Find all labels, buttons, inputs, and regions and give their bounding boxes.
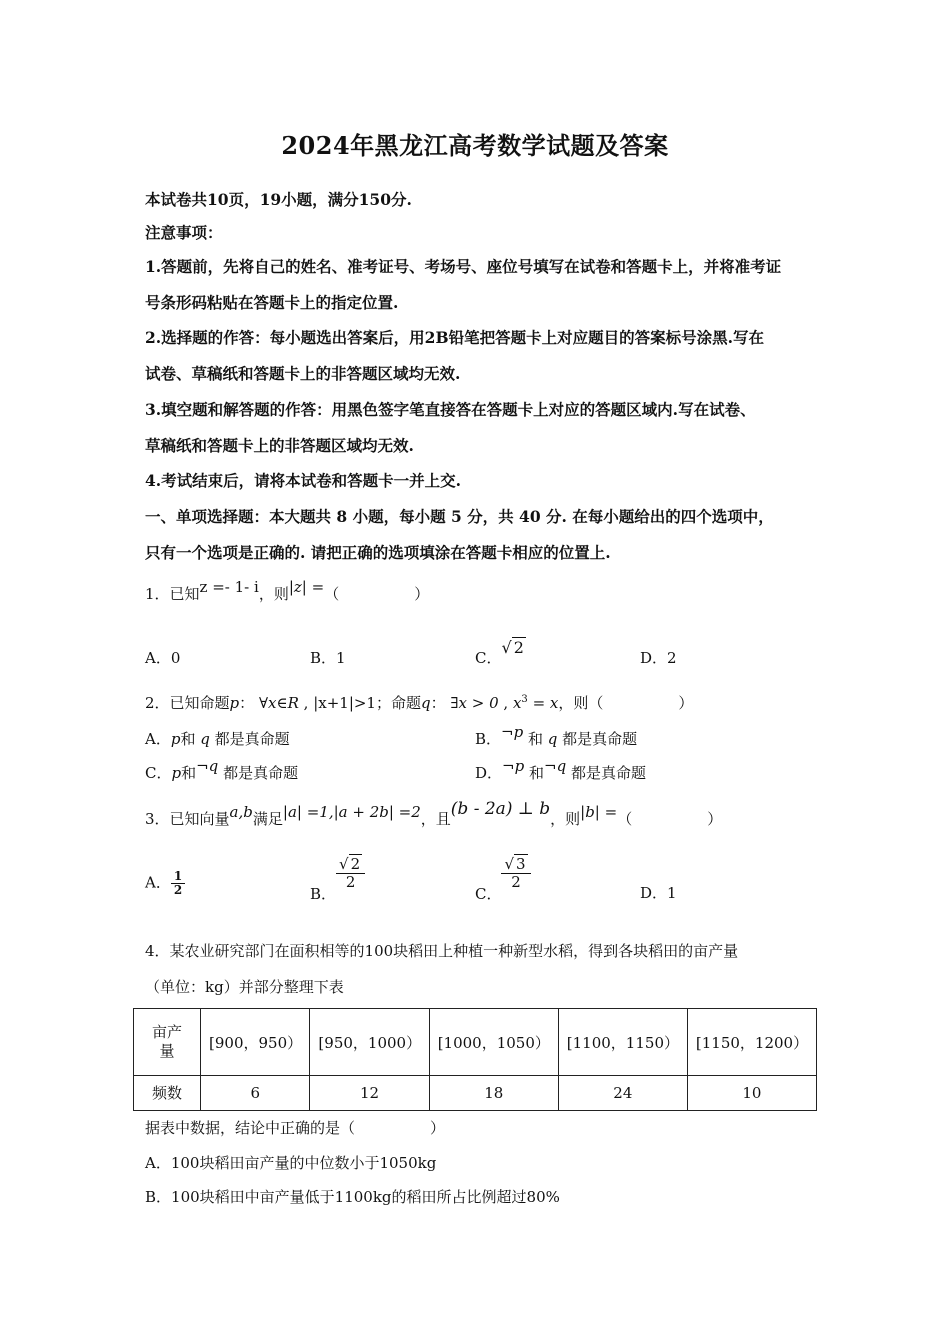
notice-line-4: 试卷、草稿纸和答题卡上的非答题区域均无效.	[145, 364, 461, 383]
q1-ask: |z| =	[288, 578, 325, 596]
q3-c-label: C．	[475, 885, 502, 903]
q2-b-2: 和	[527, 730, 543, 748]
q2-b-4: 都是真命题	[562, 730, 638, 748]
question-4-line-1: 4．某农业研究部门在面积相等的100块稻田上种植一种新型水稻，得到各块稻田的亩产量	[145, 942, 739, 960]
table-cell: 24	[558, 1076, 687, 1111]
q2-a-4: 都是真命题	[214, 730, 290, 748]
sqrt-symbol: √ 3	[504, 855, 526, 873]
table-row	[134, 1076, 817, 1111]
table-cell: 12	[310, 1076, 429, 1111]
question-4-prompt: 据表中数据，结论中正确的是（ ）	[145, 1119, 446, 1137]
q2-option-a	[145, 728, 290, 749]
q3-and: ，且	[420, 810, 451, 828]
q1-prefix: 1．已知	[145, 585, 200, 603]
question-1	[145, 578, 430, 604]
question-4-line-2: （单位：kg）并部分整理下表	[145, 978, 344, 996]
q3-prefix: 3．已知向量	[145, 810, 230, 828]
notice-line-5: 3.填空题和解答题的作答：用黑色签字笔直接答在答题卡上对应的答题区域内.写在试卷、	[145, 400, 756, 419]
intro-line: 本试卷共10页，19小题，满分150分.	[145, 190, 412, 209]
q2-exists: ∃x > 0	[450, 694, 499, 712]
q3-c-denominator: 2	[511, 872, 521, 891]
notice-heading: 注意事项：	[145, 223, 223, 242]
q3-a-label: A．	[145, 873, 171, 892]
q2-a-3: q	[200, 730, 210, 748]
q3-option-c	[475, 855, 531, 903]
q2-d-label: D．	[475, 764, 503, 782]
q2-d-1: ¬p	[502, 757, 525, 775]
q2-c-label: C．	[145, 764, 172, 782]
notice-line-6: 草稿纸和答题卡上的非答题区域均无效.	[145, 436, 414, 455]
table-cell: 6	[201, 1076, 310, 1111]
sqrt-symbol: √ 2	[501, 638, 524, 657]
q2-cond2-base: x	[512, 694, 522, 712]
q2-d-4: 都是真命题	[570, 764, 646, 782]
q2-c-4: 都是真命题	[223, 764, 299, 782]
q1-option-b: B．1	[310, 649, 346, 667]
q2-tail: ，则（ ）	[558, 694, 694, 712]
q3-b-radicand: 2	[350, 855, 361, 873]
q2-colon: ：	[239, 694, 255, 712]
q1-option-c	[475, 638, 526, 668]
q3-b-denominator: 2	[345, 872, 356, 891]
q2-forall: ∀x∈R	[258, 694, 299, 712]
table-cell: 10	[687, 1076, 816, 1111]
q2-c-2: 和	[181, 764, 197, 782]
table-cell: [950，1000）	[310, 1009, 429, 1076]
q3-b-label: B．	[310, 885, 337, 903]
q2-option-c	[145, 757, 299, 783]
q3-a-fraction	[171, 870, 185, 897]
q2-option-b	[475, 723, 638, 749]
q1-option-a: A．0	[145, 649, 181, 667]
q2-d-3: ¬q	[544, 757, 567, 775]
table-cell: [1100，1150）	[558, 1009, 687, 1076]
q3-then: ，则	[550, 810, 581, 828]
q2-q: q	[421, 694, 431, 712]
section1-line-2: 只有一个选项是正确的. 请把正确的选项填涂在答题卡相应的位置上.	[145, 543, 611, 562]
notice-line-3: 2.选择题的作答：每小题选出答案后，用2B铅笔把答题卡上对应题目的答案标号涂黑.写在	[145, 328, 764, 347]
notice-line-1: 1.答题前，先将自己的姓名、准考证号、考场号、座位号填写在试卷和答题卡上，并将准考证	[145, 257, 782, 276]
q3-c-fraction	[501, 856, 530, 890]
q1-expression: z =- 1- i	[199, 578, 259, 596]
q2-prefix: 2．已知命题	[145, 694, 230, 712]
q3-condition: |a| =1,|a + 2b| =2	[282, 803, 421, 821]
q2-option-d	[475, 757, 646, 783]
q4-option-b: B．100块稻田中亩产量低于1100kg的稻田所占比例超过80%	[145, 1188, 560, 1206]
q2-b-label: B．	[475, 730, 502, 748]
q1-mid: ，则	[258, 585, 289, 603]
q2-b-1: ¬p	[501, 723, 524, 741]
q3-satisfy: 满足	[252, 810, 283, 828]
table-cell: [1150，1200）	[687, 1009, 816, 1076]
q1-paren: （ ）	[324, 585, 430, 603]
q2-semi: ；命题	[375, 694, 421, 712]
q2-cond1: |x+1|>1	[313, 694, 376, 712]
q2-a-1: p	[170, 730, 181, 748]
table-header-yield: 亩产 量	[134, 1009, 201, 1076]
table-row	[134, 1009, 817, 1076]
q2-b-3: q	[547, 730, 558, 748]
page-title: 2024年黑龙江高考数学试题及答案	[281, 131, 669, 160]
q2-p: p	[229, 694, 240, 712]
q2-c-3: ¬q	[196, 757, 219, 775]
q3-c-radicand: 3	[516, 855, 526, 873]
q1-option-d: D．2	[640, 649, 677, 667]
q3-option-b	[310, 855, 365, 903]
q3-paren: （ ）	[617, 810, 723, 828]
q3-b-numerator	[336, 856, 365, 874]
q2-c-1: p	[171, 764, 182, 782]
notice-line-2: 号条形码粘贴在答题卡上的指定位置.	[145, 293, 399, 312]
table-cell: [900，950）	[201, 1009, 310, 1076]
sqrt-symbol: √ 2	[339, 855, 361, 873]
q2-cond2-rest: = x	[527, 694, 559, 712]
q3-a-denominator: 2	[173, 883, 183, 898]
q2-a-label: A．	[145, 730, 171, 748]
notice-line-7: 4.考试结束后，请将本试卷和答题卡一并上交.	[145, 471, 462, 490]
q3-b-fraction	[336, 856, 365, 890]
table-cell: [1000，1050）	[429, 1009, 558, 1076]
q1-option-c-radicand: 2	[513, 638, 524, 657]
yield-table	[133, 1008, 817, 1111]
table-header-frequency: 频数	[134, 1076, 201, 1111]
q3-c-numerator	[501, 856, 530, 874]
q3-option-d: D．1	[640, 884, 677, 902]
q2-cond2-exp: 3	[521, 694, 528, 705]
q1-option-c-label: C．	[475, 649, 502, 667]
section1-line-1: 一、单项选择题：本大题共 8 小题，每小题 5 分，共 40 分. 在每小题给出的四个选项中，	[145, 507, 774, 526]
question-3	[145, 799, 723, 829]
q3-vectors: a,b	[229, 803, 253, 821]
q3-a-numerator: 1	[171, 870, 185, 884]
q4-option-a: A．100块稻田亩产量的中位数小于1050kg	[145, 1154, 437, 1172]
question-2: 2．已知命题p： ∀x∈R , |x+1|>1；命题q： ∃x > 0 , $x^3 = x$，则（ ）	[145, 694, 694, 712]
q3-option-a	[145, 870, 185, 897]
q3-ask: |b| =	[580, 803, 618, 821]
q2-a-2: 和	[180, 730, 196, 748]
q3-perpendicular: (b - 2a) ⊥ b	[450, 799, 551, 819]
q2-d-2: 和	[528, 764, 544, 782]
table-cell: 18	[429, 1076, 558, 1111]
